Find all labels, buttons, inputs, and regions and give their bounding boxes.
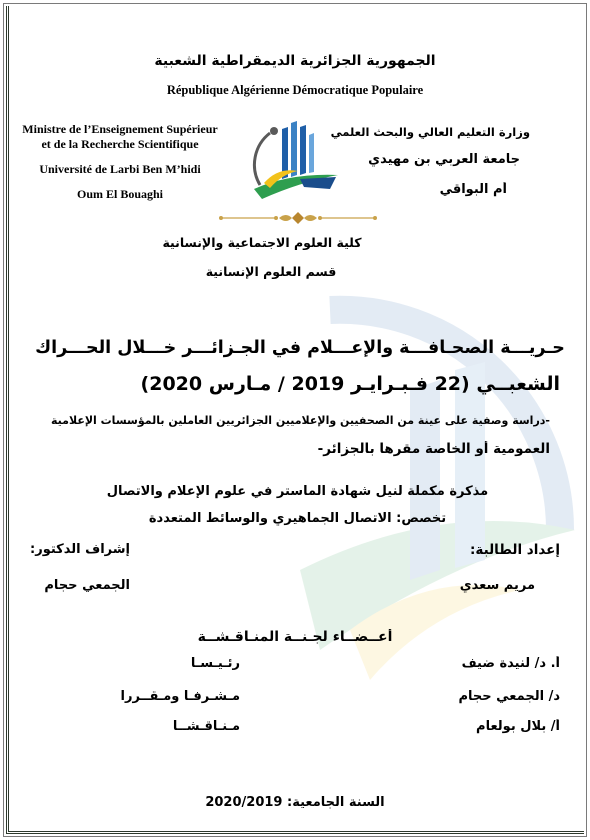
degree-statement: مذكرة مكملة لنيل شهادة الماستر في علوم الإعلام والاتصال	[106, 484, 489, 499]
thesis-subtitle-line-2: العمومية أو الخاصة مقرها بالجزائر-	[317, 441, 550, 457]
committee-member-name: أ. د/ لنيدة ضيف	[461, 656, 560, 671]
ornament-divider-icon	[218, 211, 378, 225]
university-name-french: Université de Larbi Ben M’hidi	[39, 162, 201, 176]
student-name: مريم سعدي	[459, 578, 535, 593]
department-name: قسم العلوم الإنسانية	[205, 264, 337, 279]
ministry-arabic: وزارة التعليم العالي والبحث العلمي	[330, 125, 530, 139]
republic-name-arabic: الجمهورية الجزائرية الديمقراطية الشعبية	[154, 53, 436, 69]
university-name-arabic: جامعة العربي بن مهيدي	[368, 152, 520, 167]
academic-year: السنة الجامعية: 2020/2019	[205, 795, 385, 810]
thesis-subtitle-line-1: -دراسة وصفية على عينة من الصحفيين والإعلاميين الجزائريين العاملين بالمؤسسات الإعلامية	[51, 414, 550, 427]
supervisor-name: الجمعي حجام	[44, 578, 130, 593]
supervisor-label: إشراف الدكتور:	[30, 542, 130, 557]
faculty-name: كلية العلوم الاجتماعية والإنسانية	[162, 235, 362, 250]
city-name-french: Oum El Bouaghi	[76, 187, 164, 201]
specialty-statement: تخصص: الاتصال الجماهيري والوسائط المتعددة	[148, 511, 447, 526]
thesis-title-line-1: حـريـــة الصحـافـــة والإعـــلام في الجـزائـــر خـــلال الحـــراك	[35, 338, 565, 358]
ministry-french-line-2: et de la Recherche Scientifique	[41, 137, 199, 151]
university-logo-icon	[238, 115, 346, 203]
committee-member-role: مـنـاقـشــا	[172, 719, 240, 734]
republic-name-french: République Algérienne Démocratique Populaire	[166, 83, 424, 97]
committee-member-name: أ/ بلال بولعام	[476, 719, 560, 734]
committee-member-role: مـشـرفـا ومـقــررا	[120, 689, 240, 704]
ministry-french-line-1: Ministre de l’Enseignement Supérieur	[22, 122, 218, 136]
committee-title: أعــضــاء لجـنــة المنـاقـشــة	[197, 629, 393, 645]
committee-member-name: د/ الجمعي حجام	[458, 689, 560, 704]
city-name-arabic: أم البواقي	[439, 182, 507, 197]
committee-member-role: رئـيـسـا	[190, 656, 240, 671]
thesis-title-line-2: الشعبــي (22 فـبـرايـر 2019 / مـارس 2020)	[140, 373, 560, 395]
student-label: إعداد الطالبة:	[470, 542, 560, 558]
